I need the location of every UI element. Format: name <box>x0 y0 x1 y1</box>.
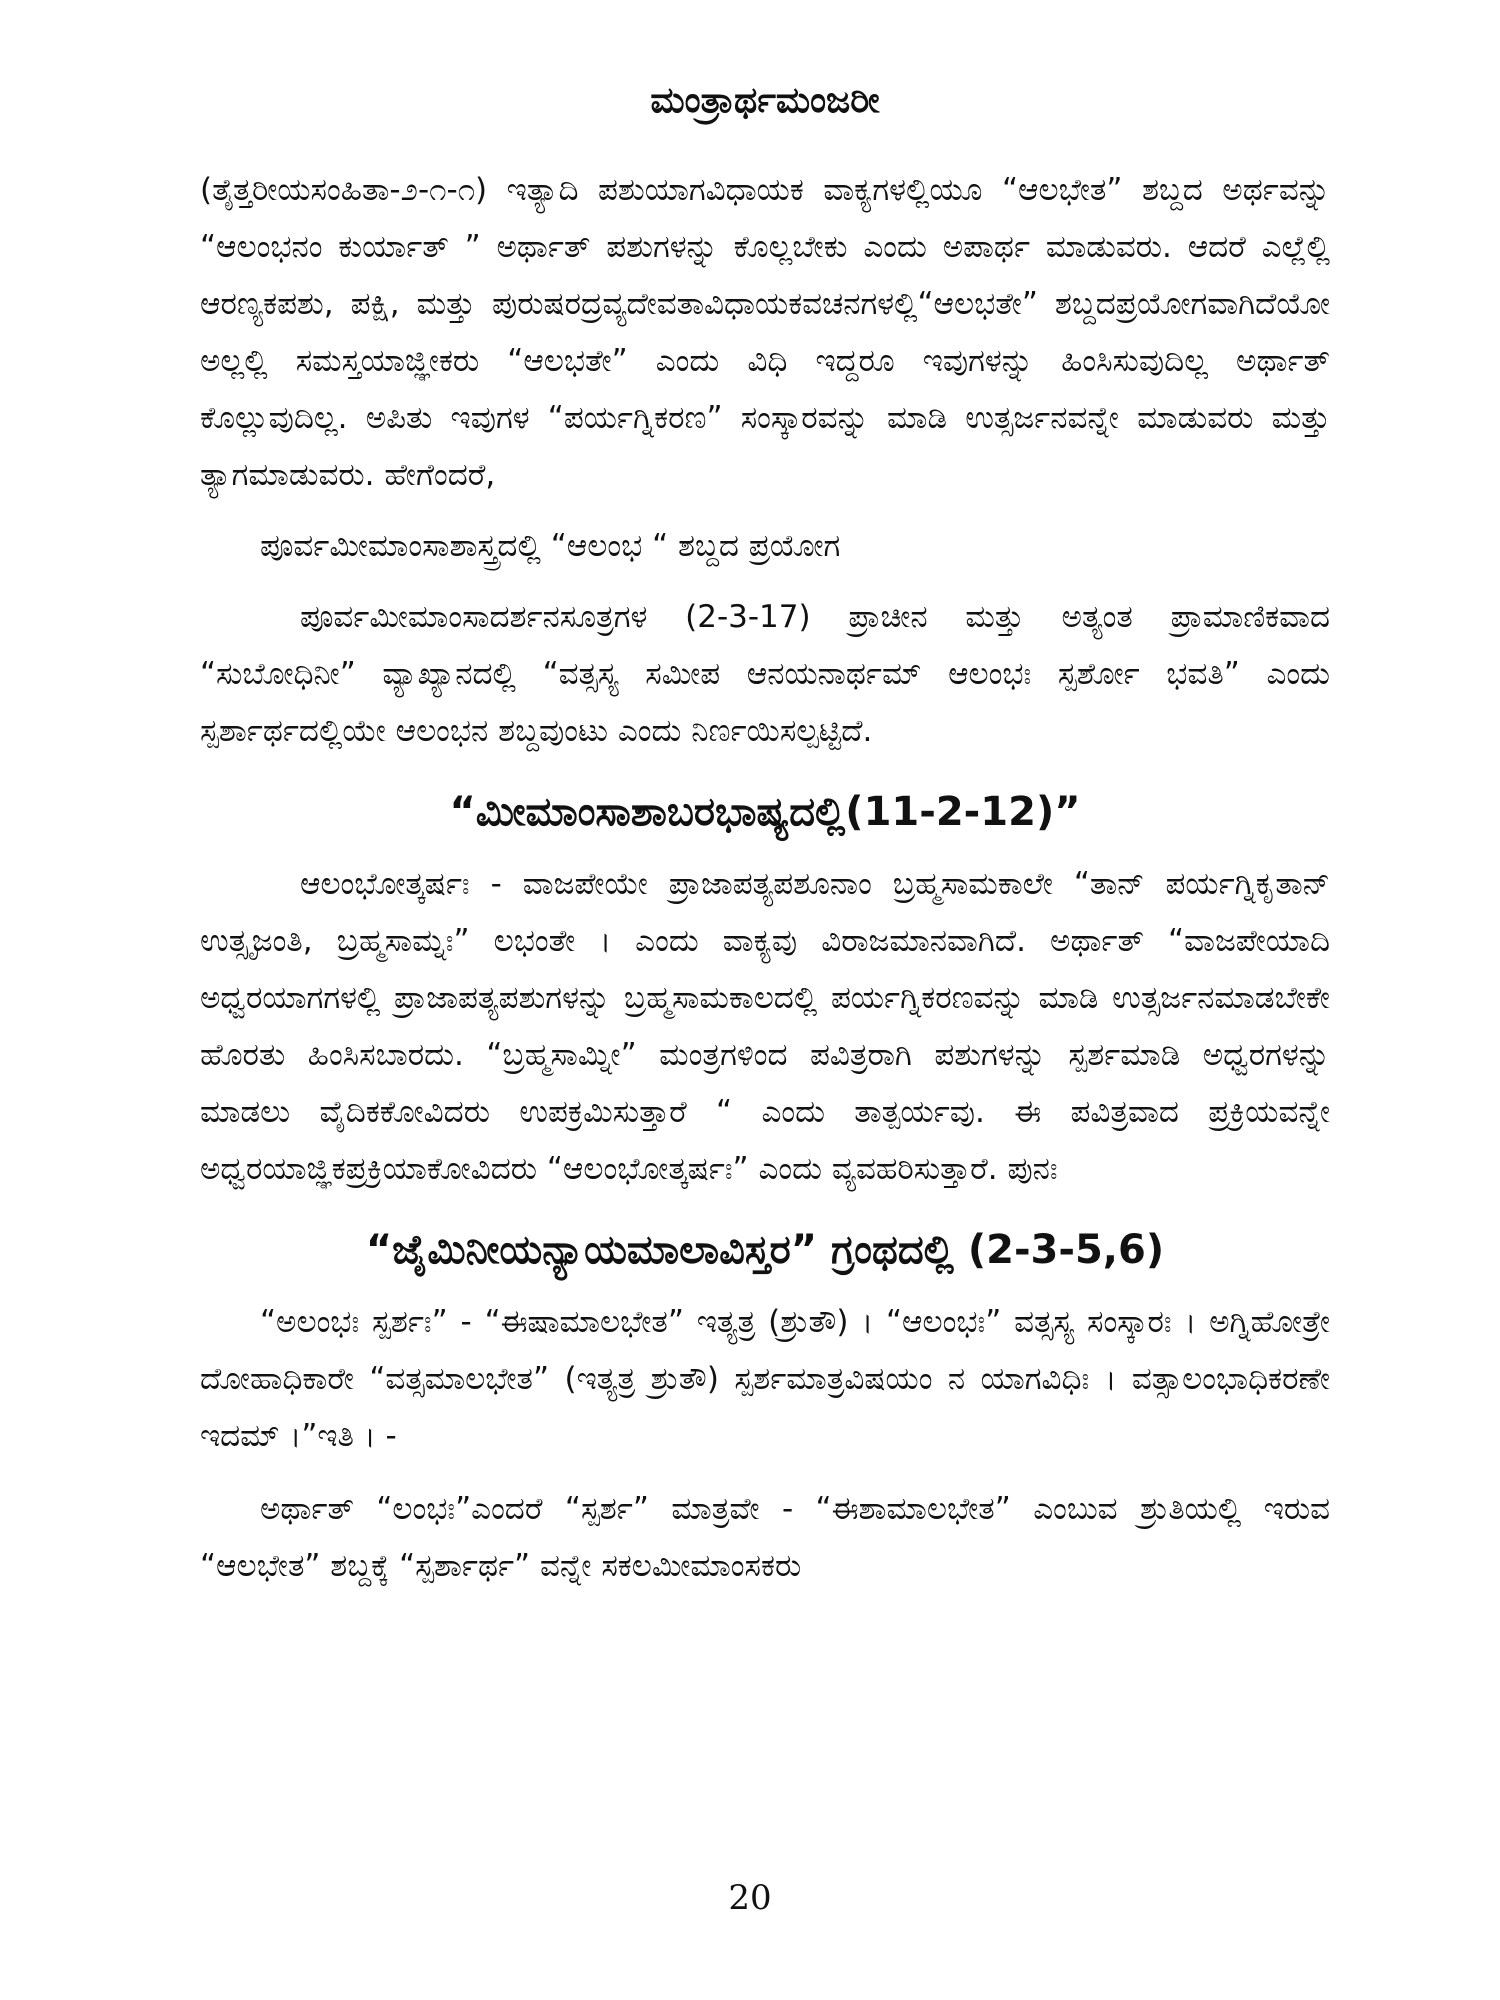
section-subline: ಪೂರ್ವಮೀಮಾಂಸಾಶಾಸ್ತ್ರದಲ್ಲಿ “ಆಲಂಭ “ ಶಬ್ದದ ಪ್ರಯೋಗ <box>260 528 841 564</box>
paragraph-vajapeya: ಆಲಂಭೋತ್ಕರ್ಷಃ - ವಾಜಪೇಯೇ ಪ್ರಾಜಾಪತ್ಯಪಶೂನಾಂ ಬ್ರಹ್ಮಸಾಮಕಾಲೇ “ತಾನ್ ಪರ್ಯಗ್ನಿಕೃತಾನ್ ಉತ್ಸೃಜಂತಿ, ಬ್ರಹ್ಮಸಾಮ್ನಃ” ಲಭಂತೇ । ಎಂದು ವಾಕ್ಯವು ವಿರಾಜಮಾನವಾಗಿದೆ. ಅರ್ಥಾತ್ “ವಾಜಪೇಯಾದಿ ಅಧ್ವರಯಾಗಗಳಲ್ಲಿ ಪ್ರಾಜಾಪತ್ಯಪಶುಗಳನ್ನು ಬ್ರಹ್ಮಸಾಮಕಾಲದಲ್ಲಿ ಪರ್ಯಗ್ನಿಕರಣವನ್ನು ಮಾಡಿ ಉತ್ಸರ್ಜನಮಾಡಬೇಕೇ ಹೊರತು ಹಿಂಸಿಸಬಾರದು. “ಬ್ರಹ್ಮಸಾಮ್ನೀ” ಮಂತ್ರಗಳಿಂದ ಪವಿತ್ರರಾಗಿ ಪಶುಗಳನ್ನು ಸ್ಪರ್ಶಮಾಡಿ ಅಧ್ವರಗಳನ್ನು ಮಾಡಲು ವೈದಿಕಕೋವಿದರು ಉಪಕ್ರಮಿಸುತ್ತಾರೆ “ ಎಂದು ತಾತ್ಪರ್ಯವು. ಈ ಪವಿತ್ರವಾದ ಪ್ರಕ್ರಿಯವನ್ನೇ ಅಧ್ವರಯಾಜ್ಞಿಕಪ್ರಕ್ರಿಯಾಕೋವಿದರು “ಆಲಂಭೋತ್ಕರ್ಷಃ” ಎಂದು ವ್ಯವಹರಿಸುತ್ತಾರೆ. ಪುನಃ <box>200 866 1330 1187</box>
paragraph-sanskrit-quote: “ಅಲಂಭಃ ಸ್ಪರ್ಶಃ” - “ಈಷಾಮಾಲಭೇತ” ಇತ್ಯತ್ರ (ಶ್ರುತೌ) । “ಆಲಂಭಃ” ವತ್ಸಸ್ಯ ಸಂಸ್ಕಾರಃ । ಅಗ್ನಿಹೋತ್ರೇ ದೋಹಾಧಿಕಾರೇ “ವತ್ಸಮಾಲಭೇತ” (ಇತ್ಯತ್ರ ಶ್ರುತೌ) ಸ್ಪರ್ಶಮಾತ್ರವಿಷಯಂ ನ ಯಾಗವಿಧಿಃ । ವತ್ಸಾಲಂಭಾಧಿಕರಣೇ ಇದಮ್ ।”ಇತಿ । - <box>200 1304 1330 1454</box>
page-number: 20 <box>728 1878 772 1918</box>
running-head: ಮಂತ್ರಾರ್ಥಮಂಜರೀ <box>650 80 880 121</box>
section-heading-shabara: “ಮೀಮಾಂಸಾಶಾಬರಭಾಷ್ಯದಲ್ಲಿ(11-2-12)” <box>449 789 1081 835</box>
paragraph-subodhini: ಪೂರ್ವಮೀಮಾಂಸಾದರ್ಶನಸೂತ್ರಗಳ (2-3-17) ಪ್ರಾಚೀನ ಮತ್ತು ಅತ್ಯಂತ ಪ್ರಾಮಾಣಿಕವಾದ “ಸುಬೋಧಿನೀ” ವ್ಯಾಖ್ಯಾನದಲ್ಲಿ “ವತ್ಸಸ್ಯ ಸಮೀಪ ಆನಯನಾರ್ಥಮ್ ಆಲಂಭಃ ಸ್ಪರ್ಶೋ ಭವತಿ” ಎಂದು ಸ್ಪರ್ಶಾರ್ಥದಲ್ಲಿಯೇ ಆಲಂಭನ ಶಬ್ದವುಂಟು ಎಂದು ನಿರ್ಣಯಿಸಲ್ಪಟ್ಟಿದೆ. <box>200 599 1330 749</box>
document-page <box>200 60 1330 1595</box>
section-heading-jaimini: “ಜೈಮಿನೀಯನ್ಯಾಯಮಾಲಾವಿಸ್ತರ” ಗ್ರಂಥದಲ್ಲಿ (2-3-5,6) <box>365 1227 1165 1273</box>
paragraph-conclusion: ಅರ್ಥಾತ್ “ಲಂಭಃ”ಎಂದರೆ “ಸ್ಪರ್ಶ” ಮಾತ್ರವೇ - “ಈಶಾಮಾಲಭೇತ” ಎಂಬುವ ಶ್ರುತಿಯಲ್ಲಿ ಇರುವ “ಆಲಭೇತ” ಶಬ್ದಕ್ಕೆ “ಸ್ಪರ್ಶಾರ್ಥ” ವನ್ನೇ ಸಕಲಮೀಮಾಂಸಕರು <box>200 1491 1330 1584</box>
paragraph-intro: (ತೈತ್ತರೀಯಸಂಹಿತಾ-೨-೧-೧) ಇತ್ಯಾದಿ ಪಶುಯಾಗವಿಧಾಯಕ ವಾಕ್ಯಗಳಲ್ಲಿಯೂ “ಆಲಭೇತ” ಶಬ್ದದ ಅರ್ಥವನ್ನು “ಆಲಂಭನಂ ಕುರ್ಯಾತ್ ” ಅರ್ಥಾತ್ ಪಶುಗಳನ್ನು ಕೊಲ್ಲಬೇಕು ಎಂದು ಅಪಾರ್ಥ ಮಾಡುವರು. ಆದರೆ ಎಲ್ಲೆಲ್ಲಿ ಆರಣ್ಯಕಪಶು, ಪಕ್ಷಿ, ಮತ್ತು ಪುರುಷರದ್ರವ್ಯದೇವತಾವಿಧಾಯಕವಚನಗಳಲ್ಲಿ“ಆಲಭತೇ” ಶಬ್ದದಪ್ರಯೋಗವಾಗಿದೆಯೋ ಅಲ್ಲಲ್ಲಿ ಸಮಸ್ತಯಾಜ್ಞೀಕರು “ಆಲಭತೇ” ಎಂದು ವಿಧಿ ಇದ್ದರೂ ಇವುಗಳನ್ನು ಹಿಂಸಿಸುವುದಿಲ್ಲ ಅರ್ಥಾತ್ ಕೊಲ್ಲುವುದಿಲ್ಲ. ಅಪಿತು ಇವುಗಳ “ಪರ್ಯಗ್ನಿಕರಣ” ಸಂಸ್ಕಾರವನ್ನು ಮಾಡಿ ಉತ್ಸರ್ಜನವನ್ನೇ ಮಾಡುವರು ಮತ್ತು ತ್ಯಾಗಮಾಡುವರು. ಹೇಗೆಂದರೆ, <box>200 172 1330 493</box>
